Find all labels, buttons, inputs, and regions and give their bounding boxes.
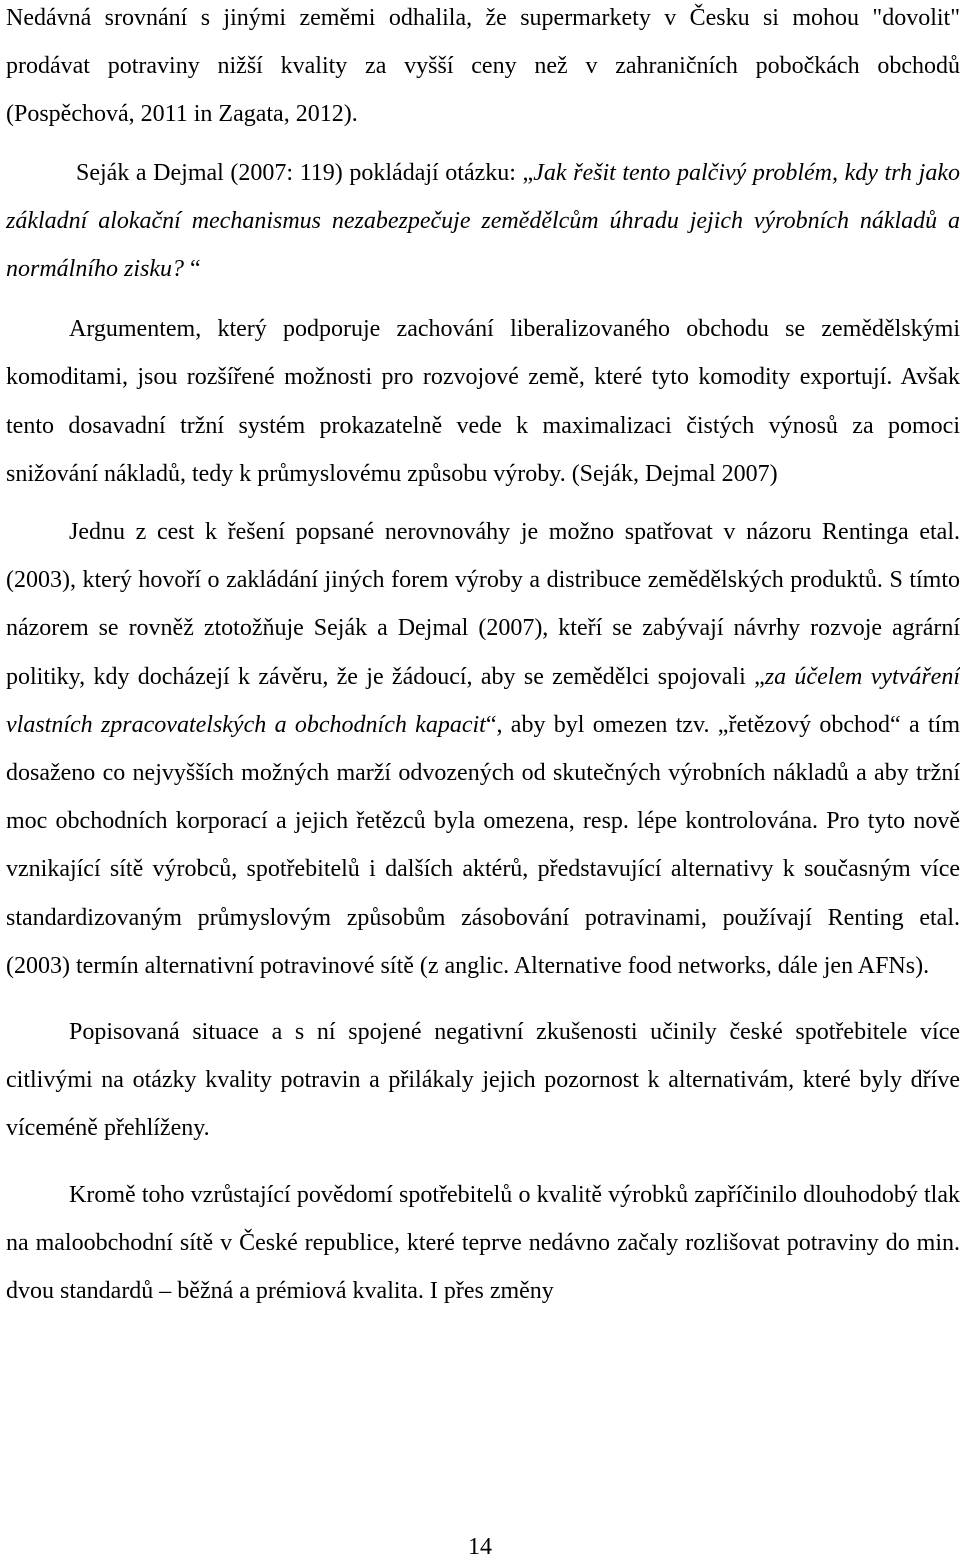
paragraph-sejak-question [6,149,960,294]
paragraph-supermarket-comparison: Nedávná srovnání s jinými zeměmi odhalila, že supermarkety v Česku si mohou "dovolit" prodávat potraviny nižší kvality za vyšší ceny než v zahraničních pobočkách obchodů (Pospěchová, 2011 in Zagata, 2012). [6,5,960,128]
paragraph-gap [6,990,960,1008]
quote-lead: Seják a Dejmal (2007: 119) pokládají otázku: „ [76,159,534,186]
document-page [6,0,960,1315]
page-number: 14 [468,1534,492,1560]
paragraph-renting-afns [6,508,960,990]
paragraph-consumer-experience: Popisovaná situace a s ní spojené negativní zkušenosti učinily české spotřebitele více citlivými na otázky kvality potravin a přilákaly jejich pozornost k alternativám, které byly dříve víceméně přehlíženy. [6,1019,960,1142]
italic-quote: Jak řešit tento palčivý problém, kdy trh jako základní alokační mechanismus nezabezpečuje zemědělcům úhradu jejich výrobních nákladů a normálního zisku? [6,159,960,283]
paragraph-gap [6,139,960,149]
paragraph-liberalized-trade: Argumentem, který podporuje zachování liberalizovaného obchodu se zemědělskými komoditami, jsou rozšířené možnosti pro rozvojové země, které tyto komodity exportují. Avšak tento dosavadní tržní systém prokazatelně vede k maximalizaci čistých výnosů za pomoci snižování nákladů, tedy k průmyslovému způsobu výroby. (Seják, Dejmal 2007) [6,316,960,487]
quote-tail: “ [184,256,201,283]
paragraph-gap [6,1153,960,1171]
paragraph-gap [6,498,960,508]
italic-quote: za účelem vytváření vlastních zpracovatelských a obchodních kapacit [6,663,960,738]
paragraph-tail: “, aby byl omezen tzv. „řetězový obchod“ a tím dosaženo co nejvyšších možných marží odvozených od skutečných výrobních nákladů a aby tržní moc obchodních korporací a jejich řetězců byla omezena, resp. lépe kontrolována. Pro tyto nově vznikající sítě výrobců, spotřebitelů i dalších aktérů, představující alternativy k současným více standardizovaným průmyslovým způsobům zásobování potravinami, používají Renting etal. (2003) termín alternativní potravinové sítě (z anglic. Alternative food networks, dále jen AFNs). [6,711,960,979]
paragraph-gap [6,293,960,305]
paragraph-quality-awareness: Kromě toho vzrůstající povědomí spotřebitelů o kvalitě výrobků zapříčinilo dlouhodobý tlak na maloobchodní sítě v České republice, které teprve nedávno začaly rozlišovat potraviny do min. dvou standardů – běžná a prémiová kvalita. I přes změny [6,1181,960,1305]
paragraph-lead: Jednu z cest k řešení popsané nerovnováhy je možno spatřovat v názoru Rentinga etal. (2003), který hovoří o zakládání jiných forem výroby a distribuce zemědělských produktů. S tímto názorem se rovněž ztotožňuje Seják a Dejmal (2007), kteří se zabývají návrhy rozvoje agrární politiky, kdy docházejí k závěru, že je žádoucí, aby se zemědělci spojovali „ [6,519,960,690]
